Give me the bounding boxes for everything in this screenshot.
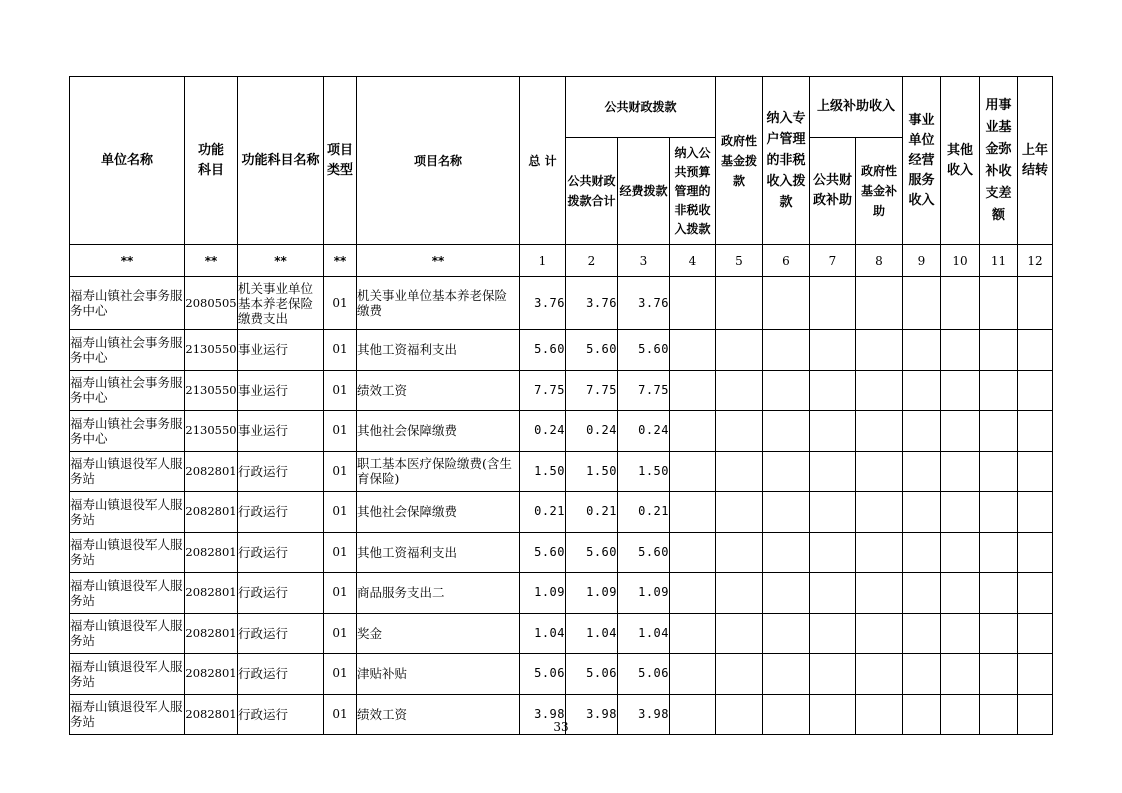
header-fund-gap bbox=[980, 77, 1018, 245]
pf-total-cell: 1.04 bbox=[566, 613, 618, 654]
table-row bbox=[70, 370, 1053, 411]
unit-name-cell: 福寿山镇退役军人服务站 bbox=[70, 573, 185, 614]
header-pf-total-text: 公共财政拨款合计 bbox=[567, 174, 616, 208]
empty-cell bbox=[810, 411, 856, 452]
proj-name-cell: 职工基本医疗保险缴费(含生育保险) bbox=[357, 451, 520, 492]
header-total: 总 计 bbox=[520, 77, 566, 245]
total-cell: 1.50 bbox=[520, 451, 566, 492]
proj-name-cell: 其他社会保障缴费 bbox=[357, 492, 520, 533]
pf-total-cell: 1.50 bbox=[566, 451, 618, 492]
empty-cell bbox=[670, 654, 716, 695]
func-code-cell: 2130550 bbox=[185, 411, 238, 452]
total-cell: 3.98 bbox=[520, 694, 566, 735]
unit-name-cell: 福寿山镇退役军人服务站 bbox=[70, 532, 185, 573]
header-sup-gov-text: 政府性基金补助 bbox=[860, 164, 897, 218]
pf-expense-cell: 0.24 bbox=[618, 411, 670, 452]
empty-cell bbox=[980, 613, 1018, 654]
func-name-cell: 行政运行 bbox=[238, 573, 324, 614]
col-number: 11 bbox=[980, 245, 1018, 277]
proj-type-cell: 01 bbox=[324, 654, 357, 695]
func-name-cell: 行政运行 bbox=[238, 654, 324, 695]
total-cell: 5.60 bbox=[520, 330, 566, 371]
pf-total-cell: 5.06 bbox=[566, 654, 618, 695]
pf-expense-cell: 5.60 bbox=[618, 532, 670, 573]
empty-cell bbox=[941, 492, 980, 533]
table-row bbox=[70, 492, 1053, 533]
proj-name-cell: 其他工资福利支出 bbox=[357, 532, 520, 573]
unit-name-cell: 福寿山镇社会事务服务中心 bbox=[70, 411, 185, 452]
empty-cell bbox=[670, 451, 716, 492]
pf-expense-cell: 5.06 bbox=[618, 654, 670, 695]
pf-expense-cell: 5.60 bbox=[618, 330, 670, 371]
func-code-cell: 2082801 bbox=[185, 451, 238, 492]
pf-expense-cell: 7.75 bbox=[618, 370, 670, 411]
header-carryover-text: 上年结转 bbox=[1021, 142, 1048, 178]
table-row bbox=[70, 330, 1053, 371]
table-row bbox=[70, 613, 1053, 654]
proj-type-cell: 01 bbox=[324, 532, 357, 573]
func-code-cell: 2080505 bbox=[185, 277, 238, 330]
empty-cell bbox=[903, 277, 941, 330]
proj-name-cell: 绩效工资 bbox=[357, 694, 520, 735]
proj-type-cell: 01 bbox=[324, 277, 357, 330]
empty-cell bbox=[716, 451, 763, 492]
total-cell: 3.76 bbox=[520, 277, 566, 330]
pf-expense-cell: 1.09 bbox=[618, 573, 670, 614]
header-pf-nontax bbox=[670, 138, 716, 245]
header-fund-gap-text: 用事业基金弥补收支差额 bbox=[985, 97, 1012, 223]
empty-cell bbox=[763, 613, 810, 654]
empty-cell bbox=[941, 330, 980, 371]
header-carryover bbox=[1018, 77, 1053, 245]
empty-cell bbox=[1018, 532, 1053, 573]
empty-cell bbox=[941, 532, 980, 573]
empty-cell bbox=[763, 411, 810, 452]
empty-cell bbox=[903, 613, 941, 654]
func-code-cell: 2082801 bbox=[185, 532, 238, 573]
empty-cell bbox=[670, 330, 716, 371]
header-gov-fund-text: 政府性基金拨款 bbox=[720, 133, 757, 188]
empty-cell bbox=[810, 277, 856, 330]
empty-cell bbox=[941, 654, 980, 695]
col-number: 3 bbox=[618, 245, 670, 277]
empty-cell bbox=[716, 277, 763, 330]
header-pf-expense: 经费拨款 bbox=[618, 138, 670, 245]
stars-cell: ** bbox=[185, 245, 238, 277]
empty-cell bbox=[980, 451, 1018, 492]
empty-cell bbox=[903, 451, 941, 492]
table-body bbox=[70, 277, 1053, 735]
stars-cell: ** bbox=[238, 245, 324, 277]
total-cell: 1.09 bbox=[520, 573, 566, 614]
header-unit-name: 单位名称 bbox=[70, 77, 185, 245]
header-sup-public-text: 公共财政补助 bbox=[812, 173, 852, 208]
header-proj-name: 项目名称 bbox=[357, 77, 520, 245]
unit-name-cell: 福寿山镇退役军人服务站 bbox=[70, 694, 185, 735]
proj-name-cell: 机关事业单位基本养老保险缴费 bbox=[357, 277, 520, 330]
func-code-cell: 2082801 bbox=[185, 492, 238, 533]
col-number: 1 bbox=[520, 245, 566, 277]
unit-name-cell: 福寿山镇退役军人服务站 bbox=[70, 451, 185, 492]
empty-cell bbox=[903, 654, 941, 695]
empty-cell bbox=[670, 492, 716, 533]
empty-cell bbox=[716, 411, 763, 452]
empty-cell bbox=[670, 370, 716, 411]
header-func-name: 功能科目名称 bbox=[238, 77, 324, 245]
empty-cell bbox=[1018, 492, 1053, 533]
empty-cell bbox=[716, 330, 763, 371]
col-number: 4 bbox=[670, 245, 716, 277]
proj-type-cell: 01 bbox=[324, 451, 357, 492]
empty-cell bbox=[856, 451, 903, 492]
header-sup-gov bbox=[856, 138, 903, 245]
total-cell: 0.21 bbox=[520, 492, 566, 533]
proj-name-cell: 其他工资福利支出 bbox=[357, 330, 520, 371]
col-number: 7 bbox=[810, 245, 856, 277]
empty-cell bbox=[810, 654, 856, 695]
proj-name-cell: 其他社会保障缴费 bbox=[357, 411, 520, 452]
empty-cell bbox=[810, 532, 856, 573]
empty-cell bbox=[903, 492, 941, 533]
func-code-cell: 2082801 bbox=[185, 654, 238, 695]
table-row bbox=[70, 532, 1053, 573]
empty-cell bbox=[941, 451, 980, 492]
pf-total-cell: 1.09 bbox=[566, 573, 618, 614]
proj-name-cell: 绩效工资 bbox=[357, 370, 520, 411]
col-number: 6 bbox=[763, 245, 810, 277]
col-number: 10 bbox=[941, 245, 980, 277]
empty-cell bbox=[670, 613, 716, 654]
table-row bbox=[70, 451, 1053, 492]
empty-cell bbox=[856, 370, 903, 411]
empty-cell bbox=[763, 573, 810, 614]
proj-name-cell: 奖金 bbox=[357, 613, 520, 654]
empty-cell bbox=[856, 330, 903, 371]
col-number: 9 bbox=[903, 245, 941, 277]
empty-cell bbox=[1018, 573, 1053, 614]
empty-cell bbox=[980, 411, 1018, 452]
empty-cell bbox=[716, 654, 763, 695]
empty-cell bbox=[856, 573, 903, 614]
empty-cell bbox=[1018, 411, 1053, 452]
empty-cell bbox=[941, 277, 980, 330]
func-name-cell: 行政运行 bbox=[238, 451, 324, 492]
func-name-cell: 行政运行 bbox=[238, 532, 324, 573]
proj-type-cell: 01 bbox=[324, 694, 357, 735]
unit-name-cell: 福寿山镇退役军人服务站 bbox=[70, 613, 185, 654]
header-func-code-text: 功能科目 bbox=[197, 142, 224, 178]
empty-cell bbox=[856, 411, 903, 452]
empty-cell bbox=[980, 330, 1018, 371]
header-other-income bbox=[941, 77, 980, 245]
empty-cell bbox=[716, 613, 763, 654]
header-proj-type-text: 项目类型 bbox=[326, 142, 353, 178]
empty-cell bbox=[980, 654, 1018, 695]
total-cell: 0.24 bbox=[520, 411, 566, 452]
pf-total-cell: 3.98 bbox=[566, 694, 618, 735]
proj-name-cell: 商品服务支出二 bbox=[357, 573, 520, 614]
empty-cell bbox=[716, 532, 763, 573]
empty-cell bbox=[980, 492, 1018, 533]
func-code-cell: 2130550 bbox=[185, 330, 238, 371]
empty-cell bbox=[763, 277, 810, 330]
func-code-cell: 2130550 bbox=[185, 370, 238, 411]
empty-cell bbox=[670, 532, 716, 573]
empty-cell bbox=[1018, 613, 1053, 654]
total-cell: 1.04 bbox=[520, 613, 566, 654]
empty-cell bbox=[763, 370, 810, 411]
empty-cell bbox=[903, 411, 941, 452]
func-name-cell: 事业运行 bbox=[238, 370, 324, 411]
empty-cell bbox=[1018, 277, 1053, 330]
empty-cell bbox=[980, 532, 1018, 573]
pf-total-cell: 7.75 bbox=[566, 370, 618, 411]
proj-type-cell: 01 bbox=[324, 330, 357, 371]
pf-expense-cell: 0.21 bbox=[618, 492, 670, 533]
header-pf-nontax-text: 纳入公共预算管理的非税收入拨款 bbox=[674, 145, 711, 236]
col-number: 2 bbox=[566, 245, 618, 277]
page-number: 33 bbox=[553, 720, 569, 734]
unit-name-cell: 福寿山镇退役军人服务站 bbox=[70, 654, 185, 695]
table-row bbox=[70, 573, 1053, 614]
func-name-cell: 事业运行 bbox=[238, 330, 324, 371]
proj-type-cell: 01 bbox=[324, 370, 357, 411]
empty-cell bbox=[670, 411, 716, 452]
col-number: 5 bbox=[716, 245, 763, 277]
pf-total-cell: 0.24 bbox=[566, 411, 618, 452]
func-name-cell: 事业运行 bbox=[238, 411, 324, 452]
empty-cell bbox=[1018, 370, 1053, 411]
func-code-cell: 2082801 bbox=[185, 694, 238, 735]
table-row bbox=[70, 411, 1053, 452]
total-cell: 5.06 bbox=[520, 654, 566, 695]
empty-cell bbox=[856, 277, 903, 330]
empty-cell bbox=[856, 613, 903, 654]
pf-expense-cell: 3.76 bbox=[618, 277, 670, 330]
empty-cell bbox=[856, 654, 903, 695]
empty-cell bbox=[810, 573, 856, 614]
header-biz-income bbox=[903, 77, 941, 245]
func-name-cell: 行政运行 bbox=[238, 613, 324, 654]
header-sup-public bbox=[810, 138, 856, 245]
func-name-cell: 行政运行 bbox=[238, 492, 324, 533]
empty-cell bbox=[810, 370, 856, 411]
total-cell: 7.75 bbox=[520, 370, 566, 411]
empty-cell bbox=[763, 492, 810, 533]
empty-cell bbox=[856, 492, 903, 533]
empty-cell bbox=[716, 492, 763, 533]
empty-cell bbox=[941, 613, 980, 654]
unit-name-cell: 福寿山镇社会事务服务中心 bbox=[70, 277, 185, 330]
empty-cell bbox=[716, 370, 763, 411]
header-public-finance: 公共财政拨款 bbox=[566, 77, 716, 138]
pf-total-cell: 0.21 bbox=[566, 492, 618, 533]
proj-type-cell: 01 bbox=[324, 492, 357, 533]
header-pf-total bbox=[566, 138, 618, 245]
func-code-cell: 2082801 bbox=[185, 613, 238, 654]
empty-cell bbox=[1018, 654, 1053, 695]
header-special-nontax bbox=[763, 77, 810, 245]
header-biz-income-text: 事业单位经营服务收入 bbox=[908, 112, 935, 208]
col-number: 8 bbox=[856, 245, 903, 277]
pf-expense-cell: 3.98 bbox=[618, 694, 670, 735]
empty-cell bbox=[670, 573, 716, 614]
pf-expense-cell: 1.04 bbox=[618, 613, 670, 654]
empty-cell bbox=[763, 330, 810, 371]
pf-total-cell: 5.60 bbox=[566, 330, 618, 371]
table-row bbox=[70, 277, 1053, 330]
empty-cell bbox=[810, 330, 856, 371]
total-cell: 5.60 bbox=[520, 532, 566, 573]
pf-expense-cell: 1.50 bbox=[618, 451, 670, 492]
header-other-income-text: 其他收入 bbox=[946, 142, 973, 178]
stars-cell: ** bbox=[70, 245, 185, 277]
table-row bbox=[70, 654, 1053, 695]
empty-cell bbox=[763, 654, 810, 695]
pf-total-cell: 3.76 bbox=[566, 277, 618, 330]
empty-cell bbox=[941, 370, 980, 411]
empty-cell bbox=[1018, 330, 1053, 371]
empty-cell bbox=[980, 370, 1018, 411]
header-proj-type bbox=[324, 77, 357, 245]
empty-cell bbox=[856, 532, 903, 573]
empty-cell bbox=[903, 330, 941, 371]
stars-cell: ** bbox=[324, 245, 357, 277]
empty-cell bbox=[980, 277, 1018, 330]
header-special-nontax-text: 纳入专户管理的非税收入拨款 bbox=[766, 111, 806, 210]
budget-table bbox=[69, 76, 1053, 735]
empty-cell bbox=[903, 573, 941, 614]
empty-cell bbox=[670, 277, 716, 330]
empty-cell bbox=[1018, 451, 1053, 492]
empty-cell bbox=[810, 492, 856, 533]
proj-type-cell: 01 bbox=[324, 411, 357, 452]
empty-cell bbox=[716, 573, 763, 614]
proj-type-cell: 01 bbox=[324, 573, 357, 614]
empty-cell bbox=[941, 411, 980, 452]
proj-name-cell: 津贴补贴 bbox=[357, 654, 520, 695]
empty-cell bbox=[941, 573, 980, 614]
empty-cell bbox=[980, 573, 1018, 614]
header-superior: 上级补助收入 bbox=[810, 77, 903, 138]
func-name-cell: 行政运行 bbox=[238, 694, 324, 735]
empty-cell bbox=[810, 451, 856, 492]
unit-name-cell: 福寿山镇社会事务服务中心 bbox=[70, 370, 185, 411]
pf-total-cell: 5.60 bbox=[566, 532, 618, 573]
empty-cell bbox=[810, 613, 856, 654]
empty-cell bbox=[903, 370, 941, 411]
col-number: 12 bbox=[1018, 245, 1053, 277]
header-gov-fund bbox=[716, 77, 763, 245]
func-name-cell: 机关事业单位基本养老保险缴费支出 bbox=[238, 277, 324, 330]
proj-type-cell: 01 bbox=[324, 613, 357, 654]
empty-cell bbox=[903, 532, 941, 573]
stars-cell: ** bbox=[357, 245, 520, 277]
unit-name-cell: 福寿山镇社会事务服务中心 bbox=[70, 330, 185, 371]
unit-name-cell: 福寿山镇退役军人服务站 bbox=[70, 492, 185, 533]
empty-cell bbox=[763, 451, 810, 492]
empty-cell bbox=[763, 532, 810, 573]
header-func-code bbox=[185, 77, 238, 245]
func-code-cell: 2082801 bbox=[185, 573, 238, 614]
